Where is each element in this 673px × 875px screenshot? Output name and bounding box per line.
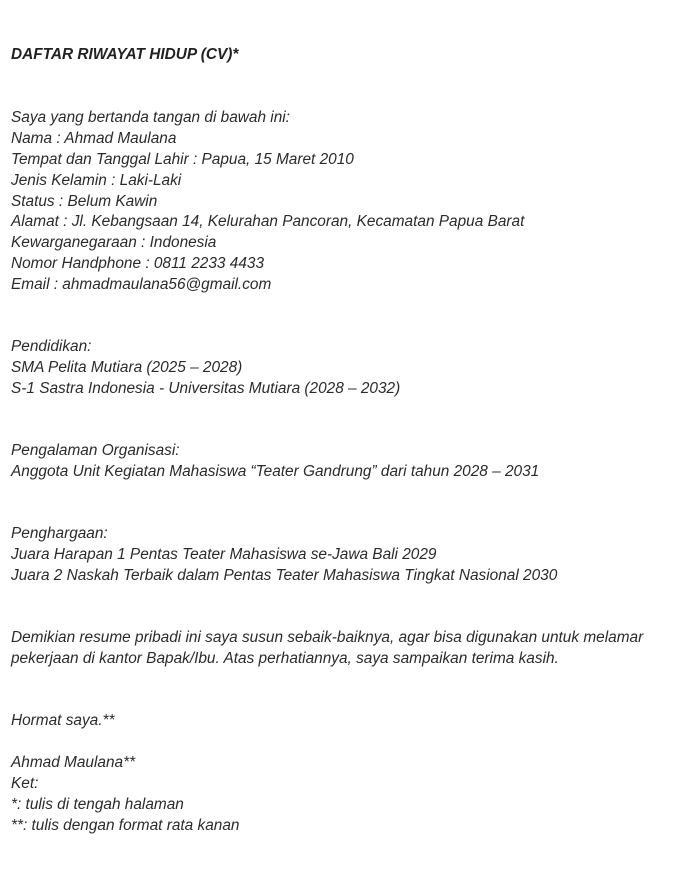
- personal-citizenship: Kewarganegaraan : Indonesia: [11, 234, 217, 251]
- personal-name: Nama : Ahmad Maulana: [11, 130, 177, 147]
- closing-line: Demikian resume pribadi ini saya susun sebaik-baiknya, agar bisa digunakan untuk melamar: [11, 629, 644, 646]
- intro-text: Saya yang bertanda tangan di bawah ini:: [11, 109, 290, 126]
- document-title: DAFTAR RIWAYAT HIDUP (CV)*: [11, 46, 239, 63]
- personal-birth: Tempat dan Tanggal Lahir : Papua, 15 Maret 2010: [11, 151, 354, 168]
- personal-phone: Nomor Handphone : 0811 2233 4433: [11, 255, 264, 272]
- personal-gender: Jenis Kelamin : Laki-Laki: [11, 172, 182, 189]
- education-item: S-1 Sastra Indonesia - Universitas Mutiara (2028 – 2032): [11, 380, 401, 397]
- personal-email: Email : ahmadmaulana56@gmail.com: [11, 276, 272, 293]
- education-heading: Pendidikan:: [11, 338, 92, 355]
- organization-heading: Pengalaman Organisasi:: [11, 442, 180, 459]
- education-item: SMA Pelita Mutiara (2025 – 2028): [11, 359, 243, 376]
- personal-address: Alamat : Jl. Kebangsaan 14, Kelurahan Pancoran, Kecamatan Papua Barat: [11, 213, 525, 230]
- award-item: Juara 2 Naskah Terbaik dalam Pentas Teater Mahasiswa Tingkat Nasional 2030: [11, 567, 558, 584]
- award-item: Juara Harapan 1 Pentas Teater Mahasiswa se-Jawa Bali 2029: [11, 546, 437, 563]
- notes-heading: Ket:: [11, 775, 39, 792]
- note-item: **: tulis dengan format rata kanan: [11, 817, 240, 834]
- note-item: *: tulis di tengah halaman: [11, 796, 184, 813]
- awards-heading: Penghargaan:: [11, 525, 108, 542]
- closing-line: pekerjaan di kantor Bapak/Ibu. Atas perhatiannya, saya sampaikan terima kasih.: [11, 650, 559, 667]
- signoff: Hormat saya.**: [11, 712, 115, 729]
- personal-status: Status : Belum Kawin: [11, 193, 158, 210]
- signature-name: Ahmad Maulana**: [11, 754, 136, 771]
- organization-item: Anggota Unit Kegiatan Mahasiswa “Teater Gandrung” dari tahun 2028 – 2031: [11, 463, 540, 480]
